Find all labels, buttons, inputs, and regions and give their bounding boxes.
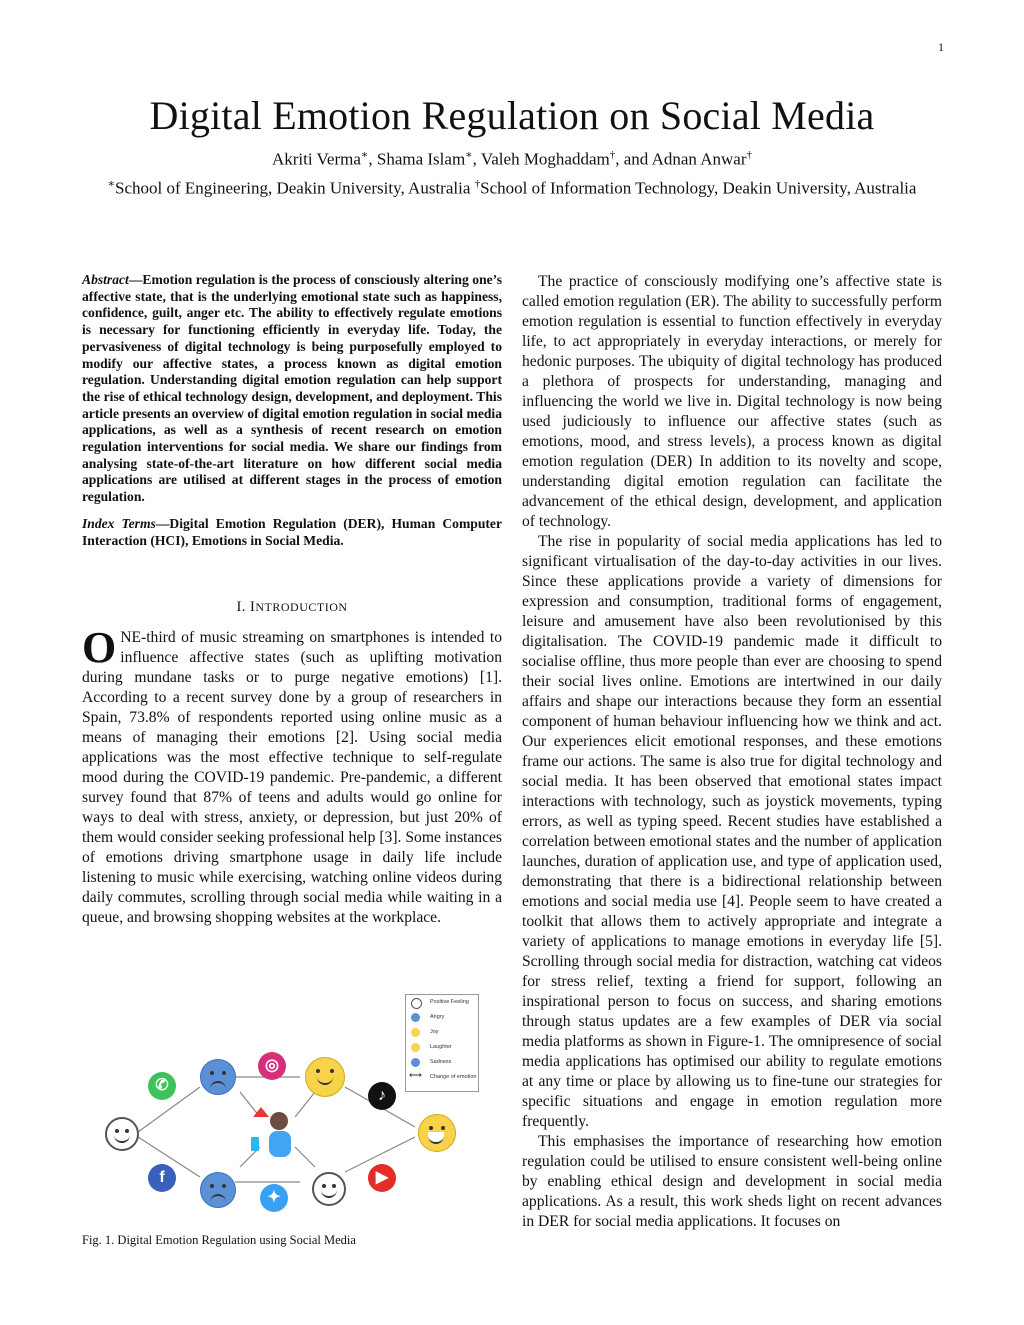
dagger-mark: † (609, 149, 616, 161)
index-terms-label: Index Terms (82, 515, 156, 531)
whatsapp-icon: ✆ (148, 1072, 176, 1100)
legend-label: Positive Feeling (430, 999, 469, 1005)
author-separator: , and (615, 149, 652, 169)
legend-item (406, 1040, 478, 1055)
author-2: Shama Islam (376, 149, 466, 169)
legend-item (406, 1025, 478, 1040)
joy-face-icon (305, 1057, 345, 1097)
twitter-icon: ✦ (260, 1184, 288, 1212)
legend-item (406, 1010, 478, 1025)
legend-label: Sadness (430, 1059, 452, 1065)
section-number: I. (236, 599, 251, 616)
dagger-mark: † (474, 178, 481, 190)
figure-1 (100, 992, 480, 1208)
facebook-icon: f (148, 1164, 176, 1192)
author-4: Adnan Anwar (651, 149, 747, 169)
figure-caption: Fig. 1. Digital Emotion Regulation using Social Media (82, 1233, 356, 1247)
legend-label: Joy (430, 1029, 439, 1035)
affiliation-1: School of Engineering, Deakin University, Australia (115, 178, 475, 198)
legend-item (406, 1055, 478, 1070)
abstract (82, 272, 502, 506)
angry-face-icon (200, 1059, 236, 1095)
affiliation-2: School of Information Technology, Deakin University, Australia (480, 178, 917, 198)
legend-label: Angry (430, 1014, 445, 1020)
paragraph-1: The practice of consciously modifying one’s affective state is called emotion regulation (ER). The ability to successfully perform emotion regulation is essential to function effectively in everyday life, to act appropriately in everyday interactions, or merely for hedonic purposes. The ubiquity of digital technology has produced a plethora of prospects for understanding, managing and influencing the world we live in. Digital technology is now being used judiciously to influence our affective states (such as emotions, mood, and stress levels), a process known as digital emotion regulation (DER) In addition to its novelty and scope, understanding digital emotion regulation can facilitate the advancement of the ethical design, development, and application of technology. (522, 273, 942, 530)
paragraph-3: This emphasises the importance of researching how emotion regulation could be utilised to ensure consistent well-being online by enabling ethical design and development in social media applications. As a result, this work sheds light on recent advances in DER for social media applications. It focuses on (522, 1133, 942, 1230)
page-number: 1 (938, 40, 944, 54)
abstract-label: Abstract (82, 272, 129, 287)
neutral-face-icon (105, 1117, 139, 1151)
index-terms-text: —Digital Emotion Regulation (DER), Human Computer Interaction (HCI), Emotions in Social Media. (82, 515, 503, 548)
section-heading (82, 599, 502, 616)
author-separator: , (368, 149, 377, 169)
instagram-icon: ◎ (258, 1052, 286, 1080)
author-1: Akriti Verma (271, 149, 361, 169)
intro-text: NE-third of music streaming on smartphones is intended to influence affective states (such as uplifting motivation during mundane tasks or to purge negative emotions) [1]. According to a recent survey done by a group of researchers in Spain, 73.8% of respondents reported using online music as a means of managing their emotions [2]. Using social media applications was the most effective technique to self-regulate mood during the COVID-19 pandemic. Pre-pandemic, a different survey found that 87% of teens and adults would go online for ways to deal with stress, anxiety, or depression, but just 20% of them would consider seeking professional help [3]. Some instances of emotions driving smartphone usage in daily life include listening to music while exercising, watching online videos during daily commutes, scrolling through social media while waiting in a queue, and browsing shopping websites at the workplace. (82, 629, 502, 927)
legend-item (406, 1070, 478, 1085)
abstract-text: —Emotion regulation is the process of consciously altering one’s affective state, that is the underlying emotional state such as happiness, confidence, guilt, anger etc. The ability to effectively regulate emotions is necessary for functioning efficiently in everyday life. Today, the pervasiveness of digital technology is being purposefully employed to modify our affective states, a process known as digital emotion regulation. Understanding digital emotion regulation can help support the rise of ethical technology design, development, and deployment. This article presents an overview of digital emotion regulation in social media applications, as well as a synthesis of recent research on emotion regulation interventions for social media. We share our findings from analysing state-of-the-art literature on how different social media applications are utilised at different stages in the process of emotion regulation. (82, 272, 502, 505)
legend-item (406, 995, 478, 1010)
legend-label: Change of emotion (430, 1074, 477, 1080)
youtube-icon: ▶ (368, 1164, 396, 1192)
paragraph-2: The rise in popularity of social media applications has led to significant virtualisation of the day-to-day activities in our lives. Since these applications provide a variety of dimensions for expression and consumption, traditional forms of engagement, leisure and amusement have also been revolutionised by this digitalisation. The COVID-19 pandemic made it difficult to socialise offline, thus more people than ever are choosing to spend their social lives online. Emotions are intertwined in our daily affairs and shape our interactions because they form an essential component of human behaviour influencing how we think and act. Our experiences elicit emotional responses, and these emotions frame our actions. The same is also true for digital technology and social media. It has been observed that emotional states impact interactions with technology, such as joystick movements, typing errors, as well as typing speed. Recent studies have established a correlation between emotional states and the number of application launches, duration of application use, and type of application used, demonstrating that there is a bidirectional relationship between emotions and social media use [4]. People seem to have created a toolkit that allows them to actively appropriate and integrate a variety of applications to manage emotions in everyday life [5]. Scrolling through social media for distraction, watching cat videos for stress relief, texting a friend for support, following an inspirational person to focus on success, and sharing emotions through status updates are a few examples of DER via social media platforms as shown in Figure-1. The omnipresence of social media applications has optimised our ability to regulate emotions at any time or place by allowing us to fine-tune our strategies for specific situations and engage in emotion regulation more frequently. (522, 533, 942, 1130)
author-list (0, 148, 1024, 170)
paper-title: Digital Emotion Regulation on Social Media (149, 93, 875, 138)
double-arrow-icon: ⟷ (409, 1070, 422, 1080)
star-mark: ∗ (360, 149, 369, 161)
left-column (82, 272, 502, 928)
section-title-rest: NTRODUCTION (255, 600, 348, 615)
sad-face-icon (200, 1172, 236, 1208)
affiliations (0, 173, 1024, 200)
smiling-face-icon (312, 1172, 346, 1206)
legend-label: Laughter (430, 1044, 452, 1050)
tiktok-icon: ♪ (368, 1082, 396, 1110)
intro-paragraph (82, 623, 502, 928)
figure-legend (405, 994, 479, 1092)
right-column (522, 272, 942, 1232)
star-mark: ∗ (107, 178, 116, 190)
star-mark: ∗ (465, 149, 473, 161)
index-terms (82, 516, 502, 549)
person-with-phone-icon (245, 1107, 305, 1167)
author-separator: , (472, 149, 481, 169)
section-title-first: I (250, 599, 256, 616)
dagger-mark: † (746, 149, 753, 161)
drop-cap: O (82, 623, 117, 673)
laughter-face-icon (418, 1114, 456, 1152)
author-3: Valeh Moghaddam (480, 149, 610, 169)
